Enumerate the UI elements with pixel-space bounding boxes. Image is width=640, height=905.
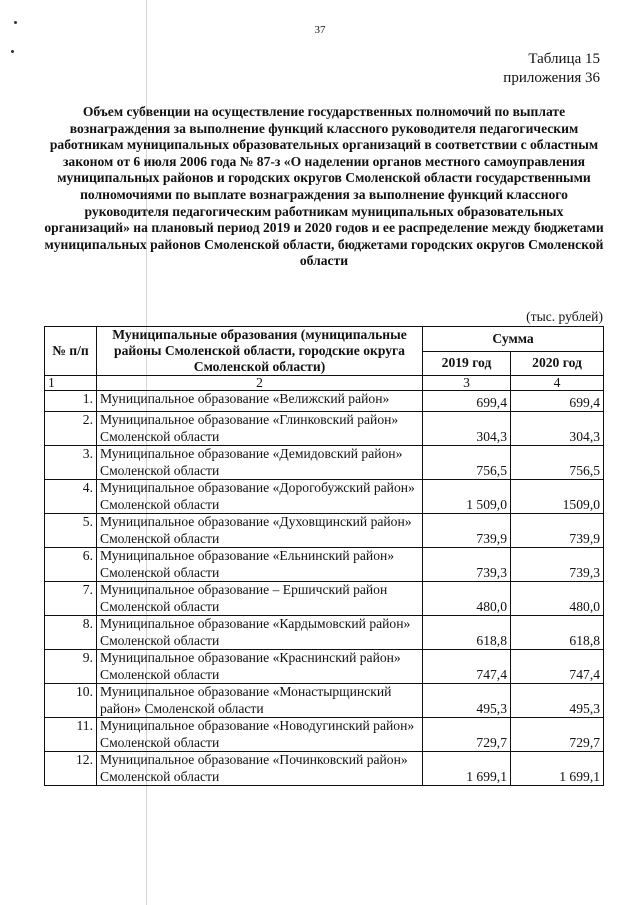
row-number: 2.: [45, 412, 97, 446]
row-municipality: Муниципальное образование «Глинковский район» Смоленской области: [97, 412, 423, 446]
subvention-table: [44, 326, 604, 786]
row-municipality: Муниципальное образование «Краснинский район» Смоленской области: [97, 650, 423, 684]
row-value-2020: 1 699,1: [511, 752, 604, 786]
row-value-2019: 747,4: [423, 650, 511, 684]
row-municipality: Муниципальное образование «Велижский район»: [97, 391, 423, 412]
table-row: [45, 684, 604, 718]
row-municipality: Муниципальное образование «Дорогобужский район» Смоленской области: [97, 480, 423, 514]
row-value-2019: 739,3: [423, 548, 511, 582]
row-value-2019: 618,8: [423, 616, 511, 650]
column-number: 2: [97, 376, 423, 391]
table-reference-line2: приложения 36: [503, 70, 600, 86]
table-reference: [503, 50, 600, 88]
row-number: 3.: [45, 446, 97, 480]
column-number: 1: [45, 376, 97, 391]
row-value-2019: 756,5: [423, 446, 511, 480]
header-2020: 2020 год: [511, 351, 604, 376]
row-number: 7.: [45, 582, 97, 616]
row-value-2020: 729,7: [511, 718, 604, 752]
column-numbers-row: [45, 376, 604, 391]
row-value-2019: 729,7: [423, 718, 511, 752]
table-row: [45, 718, 604, 752]
row-value-2019: 1 699,1: [423, 752, 511, 786]
page-number: 37: [314, 24, 326, 36]
row-municipality: Муниципальное образование «Духовщинский район» Смоленской области: [97, 514, 423, 548]
scan-speck: [11, 50, 14, 53]
row-value-2019: 699,4: [423, 391, 511, 412]
header-name: Муниципальные образования (муниципальные районы Смоленской области, городские округа Смоленской области): [97, 327, 423, 376]
row-value-2020: 495,3: [511, 684, 604, 718]
column-number: 3: [423, 376, 511, 391]
row-number: 9.: [45, 650, 97, 684]
header-sum: Сумма: [423, 327, 604, 352]
table-row: [45, 582, 604, 616]
row-value-2020: 618,8: [511, 616, 604, 650]
row-number: 1.: [45, 391, 97, 412]
row-value-2020: 304,3: [511, 412, 604, 446]
row-value-2019: 1 509,0: [423, 480, 511, 514]
row-number: 4.: [45, 480, 97, 514]
document-title: Объем субвенции на осуществление государственных полномочий по выплате вознаграждения за выполнение функций классного руководителя педагогическим работникам муниципальных образовательных организаций в соответствии с областным законом от 6 июля 2006 года № 87-з «О наделении органов местного самоуправления муниципальных районов и городских округов Смоленской области государственными полномочиями по выплате вознаграждения за выполнение функций классного руководителя педагогическим работникам муниципальных образовательных организаций» на плановый период 2019 и 2020 годов и ее распределение между бюджетами муниципальных районов Смоленской области, бюджетами городских округов Смоленской области: [44, 104, 604, 269]
column-number: 4: [511, 376, 604, 391]
table-row: [45, 548, 604, 582]
table-row: [45, 514, 604, 548]
row-value-2020: 739,3: [511, 548, 604, 582]
table-row: [45, 616, 604, 650]
table-row: [45, 391, 604, 412]
row-number: 10.: [45, 684, 97, 718]
table-row: [45, 650, 604, 684]
row-municipality: Муниципальное образование – Ершичский район Смоленской области: [97, 582, 423, 616]
table-row: [45, 446, 604, 480]
table-row: [45, 412, 604, 446]
row-municipality: Муниципальное образование «Демидовский район» Смоленской области: [97, 446, 423, 480]
row-number: 8.: [45, 616, 97, 650]
row-municipality: Муниципальное образование «Кардымовский район» Смоленской области: [97, 616, 423, 650]
row-value-2020: 480,0: [511, 582, 604, 616]
row-number: 6.: [45, 548, 97, 582]
row-number: 5.: [45, 514, 97, 548]
row-municipality: Муниципальное образование «Новодугинский район» Смоленской области: [97, 718, 423, 752]
row-value-2020: 747,4: [511, 650, 604, 684]
row-municipality: Муниципальное образование «Починковский район» Смоленской области: [97, 752, 423, 786]
row-value-2019: 495,3: [423, 684, 511, 718]
row-municipality: Муниципальное образование «Ельнинский район» Смоленской области: [97, 548, 423, 582]
units-note: (тыс. рублей): [526, 309, 603, 324]
row-value-2020: 756,5: [511, 446, 604, 480]
row-number: 11.: [45, 718, 97, 752]
header-2019: 2019 год: [423, 351, 511, 376]
row-value-2019: 480,0: [423, 582, 511, 616]
table-row: [45, 752, 604, 786]
row-value-2019: 304,3: [423, 412, 511, 446]
row-value-2019: 739,9: [423, 514, 511, 548]
row-number: 12.: [45, 752, 97, 786]
row-value-2020: 1509,0: [511, 480, 604, 514]
row-value-2020: 699,4: [511, 391, 604, 412]
table-row: [45, 480, 604, 514]
table-reference-line1: Таблица 15: [528, 51, 600, 67]
row-value-2020: 739,9: [511, 514, 604, 548]
header-num: № п/п: [45, 327, 97, 376]
row-municipality: Муниципальное образование «Монастырщинский район» Смоленской области: [97, 684, 423, 718]
